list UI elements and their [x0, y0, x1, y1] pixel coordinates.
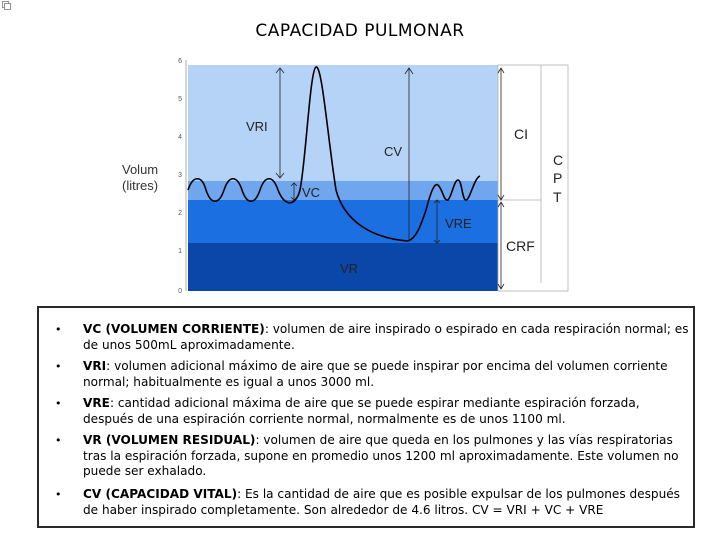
bullet-dot: • [55, 488, 62, 501]
y-tick-0: 0 [178, 288, 182, 295]
vri-band [188, 65, 498, 181]
bullet-dot: • [55, 360, 62, 373]
label-vri: VRI [246, 119, 268, 134]
bullet-dot: • [55, 323, 62, 336]
label-ci: CI [514, 126, 528, 142]
bullet-dot: • [55, 397, 62, 410]
y-tick-1: 1 [178, 248, 182, 255]
text-cv: : Es la cantidad de aire que es posible expulsar de los pulmones después de haber inspirado completamente. Son alrededor de 4.6 litros. CV = VRI + VC + VRE [83, 487, 680, 517]
label-cpt-c: C [553, 152, 564, 168]
list-item-vr [55, 433, 689, 480]
list-item-vri [55, 359, 689, 390]
label-vc: VC [302, 185, 321, 200]
y-axis-label-volum: Volum [122, 162, 159, 177]
text-vre: : cantidad adicional máxima de aire que se puede espirar mediante espiración forzada, después de una espiración corriente normal, normalmente es de unos 1100 ml. [83, 396, 640, 426]
term-vc: VC (VOLUMEN CORRIENTE) [83, 322, 265, 336]
y-tick-6: 6 [178, 58, 182, 65]
definitions-box [37, 306, 695, 528]
list-item-vc [55, 322, 689, 353]
y-tick-3: 3 [178, 172, 182, 179]
y-tick-4: 4 [178, 134, 182, 141]
lung-volume-diagram [110, 50, 575, 295]
label-cpt-p: P [553, 170, 563, 186]
term-vr: VR (VOLUMEN RESIDUAL) [83, 433, 256, 447]
y-tick-5: 5 [178, 96, 182, 103]
y-axis-ticks [178, 58, 182, 295]
term-vre: VRE [83, 396, 110, 410]
text-vc: : volumen de aire inspirado o espirado en cada respiración normal; es de unos 500mL aproximadamente. [83, 322, 689, 352]
page-title: CAPACIDAD PULMONAR [255, 21, 465, 41]
label-vre: VRE [445, 216, 472, 231]
y-tick-2: 2 [178, 210, 182, 217]
label-cv: CV [384, 144, 403, 159]
bullet-dot: • [55, 434, 62, 447]
list-item-vre [55, 396, 689, 427]
label-vr: VR [340, 261, 359, 276]
slide-corner-icon [2, 1, 11, 10]
label-cpt-t: T [553, 189, 562, 205]
term-cv: CV (CAPACIDAD VITAL) [83, 487, 238, 501]
label-crf: CRF [506, 238, 535, 254]
term-vri: VRI [83, 359, 107, 373]
text-vr: : volumen de aire que queda en los pulmones y las vías respiratorias tras la espiración forzada, supone en promedio unos 1200 ml aproximadamente. Este volumen no puede ser exhalado. [83, 433, 679, 478]
text-vri: : volumen adicional máximo de aire que se puede inspirar por encima del volumen corriente normal; habitualmente es igual a unos 3000 ml. [83, 359, 668, 389]
y-axis-label-litres: (litres) [122, 178, 159, 193]
list-item-cv [55, 487, 689, 518]
